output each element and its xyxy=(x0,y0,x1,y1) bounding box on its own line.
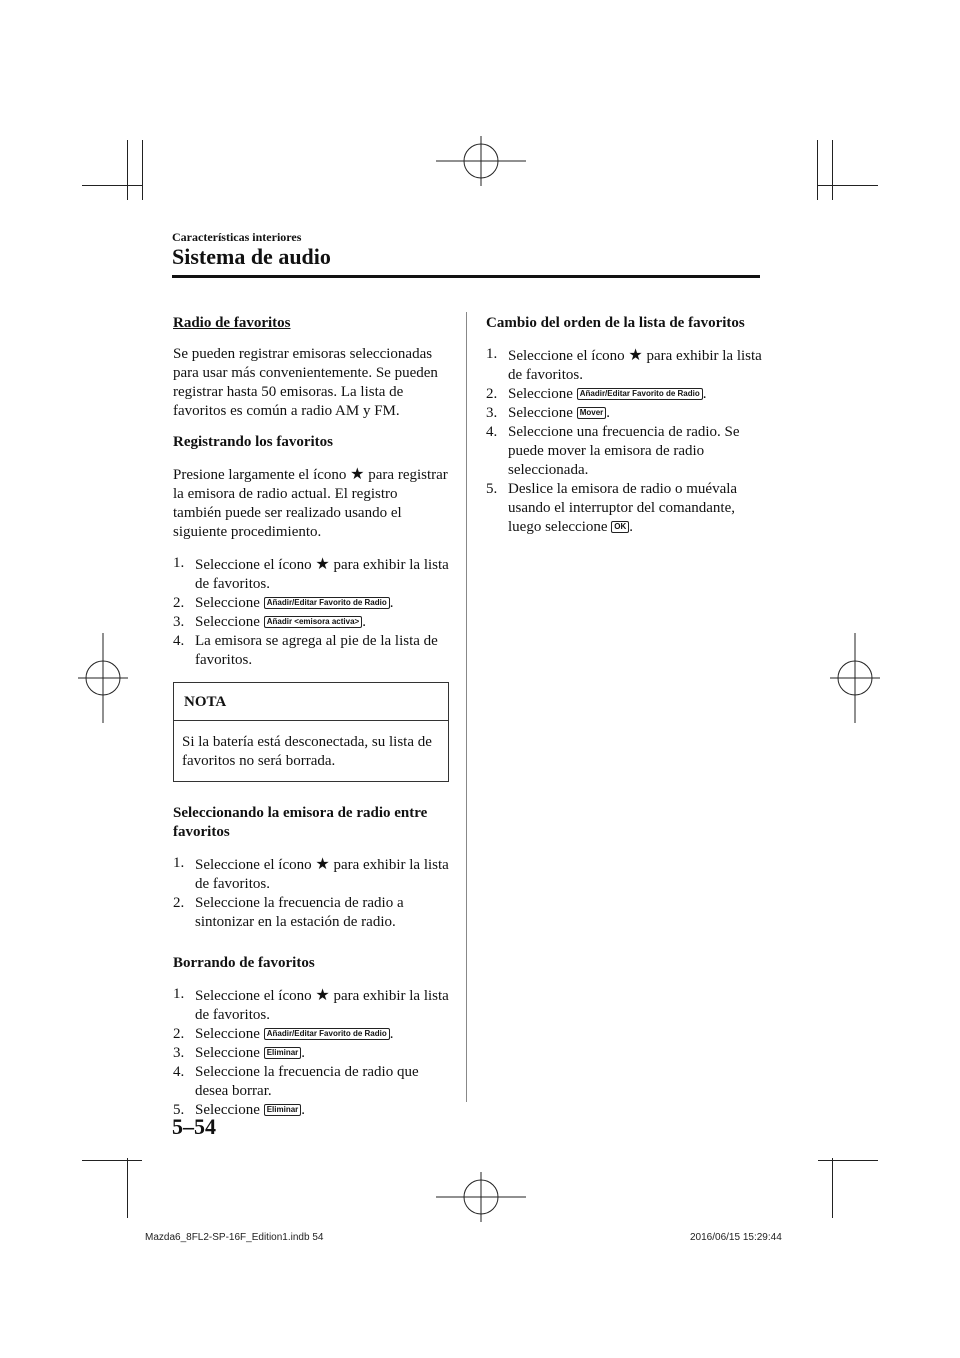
star-icon: ★ xyxy=(350,464,365,483)
list-item: 4. Seleccione una frecuencia de radio. Se puede mover la emisora de radio seleccionada. xyxy=(486,424,740,478)
favorites-intro: Se pueden registrar emisoras seleccionadas para usar más convenientemente. Se pueden registrar hasta 50 emisoras. La lista de favoritos es común a radio AM y FM. xyxy=(173,346,438,419)
page-title: Sistema de audio xyxy=(172,244,331,269)
list-item: 2. Seleccione Añadir/Editar Favorito de Radio . xyxy=(173,1026,394,1042)
select-steps xyxy=(173,854,449,932)
list-item: 1. Seleccione el ícono ★ para exhibir la lista de favoritos. xyxy=(173,554,449,592)
register-heading: Registrando los favoritos xyxy=(173,434,333,450)
page-number: 5–54 xyxy=(172,1114,216,1139)
note-body: Si la batería está desconectada, su lista de favoritos no será borrada. xyxy=(182,734,432,769)
registration-mark-right xyxy=(830,633,880,723)
add-edit-favorite-button[interactable]: Añadir/Editar Favorito de Radio xyxy=(264,1028,390,1040)
registration-mark-bottom xyxy=(436,1172,526,1222)
list-item: 2. Seleccione la frecuencia de radio a sintonizar en la estación de radio. xyxy=(173,895,404,930)
title-rule xyxy=(172,275,760,278)
list-item: 3. Seleccione Eliminar . xyxy=(173,1045,306,1061)
right-column xyxy=(486,314,762,549)
registration-mark-left xyxy=(78,633,128,723)
note-box xyxy=(173,682,449,782)
add-edit-favorite-button[interactable]: Añadir/Editar Favorito de Radio xyxy=(264,597,390,609)
star-icon: ★ xyxy=(628,345,643,364)
order-heading: Cambio del orden de la lista de favoritos xyxy=(486,315,745,331)
list-item: 1. Seleccione el ícono ★ para exhibir la lista de favoritos. xyxy=(486,345,762,383)
footer-timestamp: 2016/06/15 15:29:44 xyxy=(690,1232,782,1243)
list-item: 2. Seleccione Añadir/Editar Favorito de Radio . xyxy=(486,386,707,402)
registration-mark-top xyxy=(436,136,526,186)
register-text: Presione largamente el ícono ★ para registrar la emisora de radio actual. El registro también puede ser realizado usando el siguiente procedimiento. xyxy=(173,464,448,540)
list-item: 5. Deslice la emisora de radio o muévala usando el interruptor del comandante, luego seleccione OK . xyxy=(486,481,738,535)
delete-steps xyxy=(173,985,449,1120)
list-item: 4. Seleccione la frecuencia de radio que desea borrar. xyxy=(173,1064,419,1099)
list-item: 3. Seleccione Mover . xyxy=(486,405,611,421)
order-steps xyxy=(486,345,762,537)
note-title: NOTA xyxy=(174,683,448,721)
star-icon: ★ xyxy=(315,554,330,573)
star-icon: ★ xyxy=(315,854,330,873)
list-item: 1. Seleccione el ícono ★ para exhibir la lista de favoritos. xyxy=(173,985,449,1023)
select-heading: Seleccionando la emisora de radio entre favoritos xyxy=(173,805,428,840)
star-icon: ★ xyxy=(315,985,330,1004)
list-item: 4. La emisora se agrega al pie de la lista de favoritos. xyxy=(173,633,438,668)
list-item: 3. Seleccione Añadir <emisora activa> . xyxy=(173,614,366,630)
delete-button[interactable]: Eliminar xyxy=(264,1104,302,1116)
section-label: Características interiores xyxy=(172,230,302,244)
favorites-heading: Radio de favoritos xyxy=(173,315,291,331)
register-steps xyxy=(173,554,449,670)
list-item: 2. Seleccione Añadir/Editar Favorito de Radio . xyxy=(173,595,394,611)
column-divider xyxy=(466,312,467,1102)
add-edit-favorite-button[interactable]: Añadir/Editar Favorito de Radio xyxy=(577,388,703,400)
footer-file: Mazda6_8FL2-SP-16F_Edition1.indb 54 xyxy=(145,1232,324,1243)
list-item: 5. Seleccione Eliminar . xyxy=(173,1102,306,1118)
move-button[interactable]: Mover xyxy=(577,407,607,419)
delete-heading: Borrando de favoritos xyxy=(173,955,315,971)
ok-button[interactable]: OK xyxy=(611,521,629,533)
left-column xyxy=(173,314,449,1132)
list-item: 1. Seleccione el ícono ★ para exhibir la lista de favoritos. xyxy=(173,854,449,892)
add-active-station-button[interactable]: Añadir <emisora activa> xyxy=(264,616,363,628)
delete-button[interactable]: Eliminar xyxy=(264,1047,302,1059)
